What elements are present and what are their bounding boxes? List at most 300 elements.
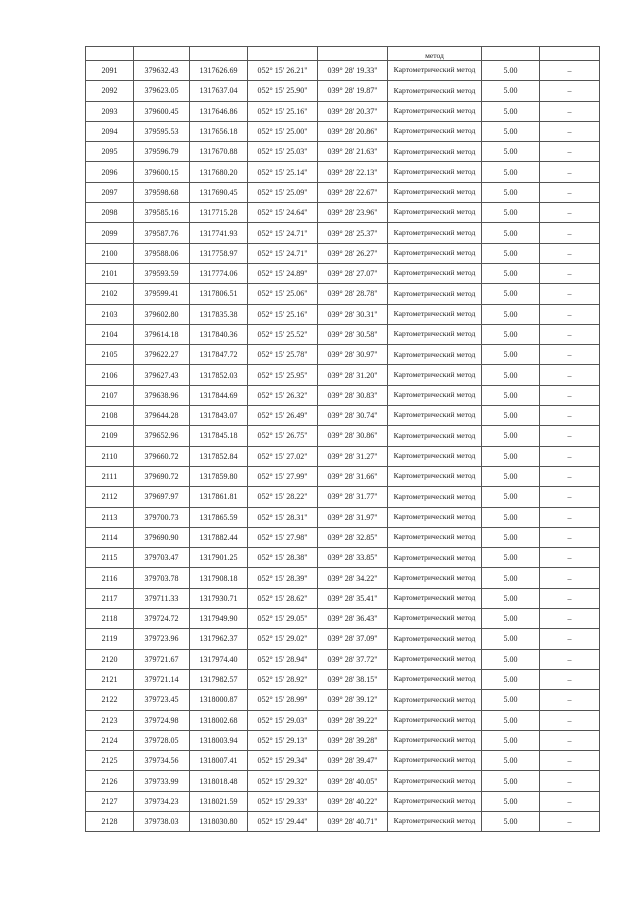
cell-method: Картометрический метод — [388, 162, 482, 182]
cell-empty — [248, 47, 318, 61]
cell-description: – — [540, 791, 600, 811]
cell-accuracy: 5.00 — [482, 406, 540, 426]
cell-x-coordinate: 379723.45 — [134, 690, 190, 710]
cell-y-coordinate: 1317844.69 — [190, 385, 248, 405]
cell-method: Картометрический метод — [388, 609, 482, 629]
cell-latitude: 052° 15' 29.05" — [248, 609, 318, 629]
cell-x-coordinate: 379598.68 — [134, 182, 190, 202]
cell-y-coordinate: 1318030.80 — [190, 811, 248, 831]
cell-longitude: 039° 28' 30.74" — [318, 406, 388, 426]
cell-longitude: 039° 28' 31.20" — [318, 365, 388, 385]
table-row — [86, 182, 600, 202]
table-row — [86, 710, 600, 730]
table-row — [86, 324, 600, 344]
cell-x-coordinate: 379587.76 — [134, 223, 190, 243]
cell-x-coordinate: 379724.72 — [134, 609, 190, 629]
cell-point-number: 2096 — [86, 162, 134, 182]
cell-longitude: 039° 28' 40.05" — [318, 771, 388, 791]
cell-x-coordinate: 379711.33 — [134, 588, 190, 608]
cell-point-number: 2117 — [86, 588, 134, 608]
cell-accuracy: 5.00 — [482, 466, 540, 486]
cell-description: – — [540, 324, 600, 344]
cell-description: – — [540, 466, 600, 486]
cell-method: Картометрический метод — [388, 568, 482, 588]
table-row — [86, 162, 600, 182]
cell-point-number: 2120 — [86, 649, 134, 669]
cell-longitude: 039° 28' 30.97" — [318, 345, 388, 365]
cell-longitude: 039° 28' 19.33" — [318, 61, 388, 81]
cell-x-coordinate: 379723.96 — [134, 629, 190, 649]
cell-longitude: 039° 28' 23.96" — [318, 203, 388, 223]
cell-x-coordinate: 379614.18 — [134, 324, 190, 344]
cell-method: Картометрический метод — [388, 263, 482, 283]
cell-point-number: 2125 — [86, 751, 134, 771]
cell-x-coordinate: 379632.43 — [134, 61, 190, 81]
cell-description: – — [540, 203, 600, 223]
cell-point-number: 2095 — [86, 142, 134, 162]
cell-point-number: 2098 — [86, 203, 134, 223]
cell-point-number: 2126 — [86, 771, 134, 791]
cell-point-number: 2119 — [86, 629, 134, 649]
cell-description: – — [540, 649, 600, 669]
cell-description: – — [540, 588, 600, 608]
cell-method: Картометрический метод — [388, 588, 482, 608]
cell-method: Картометрический метод — [388, 223, 482, 243]
cell-description: – — [540, 446, 600, 466]
cell-y-coordinate: 1318000.87 — [190, 690, 248, 710]
cell-x-coordinate: 379593.59 — [134, 263, 190, 283]
cell-x-coordinate: 379622.27 — [134, 345, 190, 365]
cell-latitude: 052° 15' 25.90" — [248, 81, 318, 101]
cell-y-coordinate: 1317852.84 — [190, 446, 248, 466]
cell-method: Картометрический метод — [388, 751, 482, 771]
cell-longitude: 039° 28' 34.22" — [318, 568, 388, 588]
cell-point-number: 2097 — [86, 182, 134, 202]
cell-description: – — [540, 304, 600, 324]
cell-latitude: 052° 15' 29.33" — [248, 791, 318, 811]
cell-latitude: 052° 15' 25.06" — [248, 284, 318, 304]
cell-y-coordinate: 1317974.40 — [190, 649, 248, 669]
cell-method: Картометрический метод — [388, 669, 482, 689]
cell-x-coordinate: 379627.43 — [134, 365, 190, 385]
cell-y-coordinate: 1317847.72 — [190, 345, 248, 365]
table-row — [86, 81, 600, 101]
cell-accuracy: 5.00 — [482, 263, 540, 283]
cell-longitude: 039° 28' 38.15" — [318, 669, 388, 689]
cell-accuracy: 5.00 — [482, 426, 540, 446]
cell-description: – — [540, 142, 600, 162]
cell-accuracy: 5.00 — [482, 365, 540, 385]
cell-latitude: 052° 15' 28.92" — [248, 669, 318, 689]
cell-description: – — [540, 548, 600, 568]
cell-latitude: 052° 15' 27.98" — [248, 527, 318, 547]
cell-accuracy: 5.00 — [482, 527, 540, 547]
cell-description: – — [540, 162, 600, 182]
table-row — [86, 284, 600, 304]
cell-longitude: 039° 28' 36.43" — [318, 609, 388, 629]
cell-latitude: 052° 15' 29.44" — [248, 811, 318, 831]
cell-latitude: 052° 15' 26.49" — [248, 406, 318, 426]
cell-longitude: 039° 28' 21.63" — [318, 142, 388, 162]
cell-point-number: 2112 — [86, 487, 134, 507]
cell-longitude: 039° 28' 40.22" — [318, 791, 388, 811]
cell-accuracy: 5.00 — [482, 568, 540, 588]
cell-point-number: 2109 — [86, 426, 134, 446]
cell-accuracy: 5.00 — [482, 487, 540, 507]
cell-x-coordinate: 379623.05 — [134, 81, 190, 101]
cell-accuracy: 5.00 — [482, 771, 540, 791]
cell-accuracy: 5.00 — [482, 162, 540, 182]
table-row — [86, 243, 600, 263]
cell-point-number: 2106 — [86, 365, 134, 385]
cell-x-coordinate: 379690.72 — [134, 466, 190, 486]
cell-accuracy: 5.00 — [482, 345, 540, 365]
cell-accuracy: 5.00 — [482, 730, 540, 750]
cell-x-coordinate: 379700.73 — [134, 507, 190, 527]
cell-latitude: 052° 15' 25.95" — [248, 365, 318, 385]
cell-latitude: 052° 15' 26.21" — [248, 61, 318, 81]
cell-latitude: 052° 15' 24.89" — [248, 263, 318, 283]
cell-description: – — [540, 263, 600, 283]
cell-accuracy: 5.00 — [482, 548, 540, 568]
cell-x-coordinate: 379703.47 — [134, 548, 190, 568]
table-row — [86, 406, 600, 426]
cell-accuracy: 5.00 — [482, 751, 540, 771]
table-row — [86, 203, 600, 223]
cell-longitude: 039° 28' 39.22" — [318, 710, 388, 730]
cell-method: Картометрический метод — [388, 771, 482, 791]
cell-accuracy: 5.00 — [482, 791, 540, 811]
table-row — [86, 345, 600, 365]
cell-accuracy: 5.00 — [482, 101, 540, 121]
table-row — [86, 690, 600, 710]
cell-method: Картометрический метод — [388, 243, 482, 263]
cell-longitude: 039° 28' 39.12" — [318, 690, 388, 710]
cell-method: Картометрический метод — [388, 345, 482, 365]
cell-x-coordinate: 379703.78 — [134, 568, 190, 588]
cell-y-coordinate: 1317949.90 — [190, 609, 248, 629]
table-row — [86, 771, 600, 791]
cell-x-coordinate: 379734.23 — [134, 791, 190, 811]
table-row — [86, 385, 600, 405]
cell-description: – — [540, 609, 600, 629]
cell-accuracy: 5.00 — [482, 203, 540, 223]
cell-y-coordinate: 1318003.94 — [190, 730, 248, 750]
cell-method: Картометрический метод — [388, 791, 482, 811]
cell-description: – — [540, 284, 600, 304]
cell-method: Картометрический метод — [388, 507, 482, 527]
table-row — [86, 730, 600, 750]
cell-description: – — [540, 771, 600, 791]
table-row — [86, 466, 600, 486]
cell-accuracy: 5.00 — [482, 507, 540, 527]
cell-longitude: 039° 28' 22.67" — [318, 182, 388, 202]
cell-description: – — [540, 487, 600, 507]
cell-x-coordinate: 379652.96 — [134, 426, 190, 446]
cell-description: – — [540, 751, 600, 771]
cell-accuracy: 5.00 — [482, 710, 540, 730]
cell-method: Картометрический метод — [388, 182, 482, 202]
cell-point-number: 2103 — [86, 304, 134, 324]
cell-description: – — [540, 730, 600, 750]
cell-latitude: 052° 15' 28.99" — [248, 690, 318, 710]
table-row — [86, 548, 600, 568]
cell-description: – — [540, 426, 600, 446]
cell-longitude: 039° 28' 27.07" — [318, 263, 388, 283]
cell-longitude: 039° 28' 35.41" — [318, 588, 388, 608]
cell-x-coordinate: 379721.67 — [134, 649, 190, 669]
cell-description: – — [540, 121, 600, 141]
table-row — [86, 304, 600, 324]
cell-point-number: 2100 — [86, 243, 134, 263]
table-row — [86, 649, 600, 669]
cell-x-coordinate: 379585.16 — [134, 203, 190, 223]
cell-latitude: 052° 15' 28.39" — [248, 568, 318, 588]
cell-y-coordinate: 1317843.07 — [190, 406, 248, 426]
cell-accuracy: 5.00 — [482, 243, 540, 263]
cell-y-coordinate: 1318018.48 — [190, 771, 248, 791]
cell-point-number: 2091 — [86, 61, 134, 81]
cell-x-coordinate: 379697.97 — [134, 487, 190, 507]
cell-method: Картометрический метод — [388, 710, 482, 730]
cell-latitude: 052° 15' 25.16" — [248, 304, 318, 324]
cell-accuracy: 5.00 — [482, 649, 540, 669]
cell-point-number: 2118 — [86, 609, 134, 629]
cell-y-coordinate: 1317901.25 — [190, 548, 248, 568]
table-row — [86, 791, 600, 811]
cell-x-coordinate: 379738.03 — [134, 811, 190, 831]
cell-x-coordinate: 379638.96 — [134, 385, 190, 405]
cell-description: – — [540, 669, 600, 689]
cell-empty — [86, 47, 134, 61]
cell-x-coordinate: 379595.53 — [134, 121, 190, 141]
cell-latitude: 052° 15' 25.52" — [248, 324, 318, 344]
cell-longitude: 039° 28' 22.13" — [318, 162, 388, 182]
cell-latitude: 052° 15' 29.32" — [248, 771, 318, 791]
cell-longitude: 039° 28' 39.47" — [318, 751, 388, 771]
cell-y-coordinate: 1317859.80 — [190, 466, 248, 486]
table-row — [86, 629, 600, 649]
cell-accuracy: 5.00 — [482, 588, 540, 608]
cell-method: Картометрический метод — [388, 324, 482, 344]
cell-empty — [482, 47, 540, 61]
cell-y-coordinate: 1317741.93 — [190, 223, 248, 243]
table-row — [86, 121, 600, 141]
cell-y-coordinate: 1317637.04 — [190, 81, 248, 101]
cell-method: Картометрический метод — [388, 487, 482, 507]
cell-x-coordinate: 379724.98 — [134, 710, 190, 730]
cell-point-number: 2094 — [86, 121, 134, 141]
cell-description: – — [540, 223, 600, 243]
table-row — [86, 588, 600, 608]
table-row — [86, 263, 600, 283]
table-row — [86, 223, 600, 243]
cell-point-number: 2111 — [86, 466, 134, 486]
cell-accuracy: 5.00 — [482, 629, 540, 649]
cell-longitude: 039° 28' 30.86" — [318, 426, 388, 446]
cell-method: Картометрический метод — [388, 466, 482, 486]
cell-description: – — [540, 61, 600, 81]
cell-y-coordinate: 1317806.51 — [190, 284, 248, 304]
cell-y-coordinate: 1317930.71 — [190, 588, 248, 608]
table-row — [86, 527, 600, 547]
cell-point-number: 2101 — [86, 263, 134, 283]
cell-longitude: 039° 28' 30.58" — [318, 324, 388, 344]
cell-x-coordinate: 379734.56 — [134, 751, 190, 771]
table-row — [86, 446, 600, 466]
cell-x-coordinate: 379660.72 — [134, 446, 190, 466]
cell-accuracy: 5.00 — [482, 446, 540, 466]
cell-empty — [134, 47, 190, 61]
cell-point-number: 2116 — [86, 568, 134, 588]
cell-latitude: 052° 15' 24.71" — [248, 243, 318, 263]
cell-latitude: 052° 15' 24.71" — [248, 223, 318, 243]
cell-point-number: 2104 — [86, 324, 134, 344]
cell-latitude: 052° 15' 29.02" — [248, 629, 318, 649]
cell-y-coordinate: 1317962.37 — [190, 629, 248, 649]
cell-longitude: 039° 28' 26.27" — [318, 243, 388, 263]
cell-point-number: 2092 — [86, 81, 134, 101]
cell-longitude: 039° 28' 25.37" — [318, 223, 388, 243]
cell-description: – — [540, 101, 600, 121]
cell-description: – — [540, 81, 600, 101]
cell-method: Картометрический метод — [388, 304, 482, 324]
cell-y-coordinate: 1318007.41 — [190, 751, 248, 771]
table-row — [86, 101, 600, 121]
cell-description: – — [540, 629, 600, 649]
cell-longitude: 039° 28' 30.31" — [318, 304, 388, 324]
cell-latitude: 052° 15' 25.78" — [248, 345, 318, 365]
cell-latitude: 052° 15' 24.64" — [248, 203, 318, 223]
cell-y-coordinate: 1318002.68 — [190, 710, 248, 730]
cell-description: – — [540, 507, 600, 527]
cell-x-coordinate: 379602.80 — [134, 304, 190, 324]
table-row — [86, 669, 600, 689]
cell-y-coordinate: 1317690.45 — [190, 182, 248, 202]
cell-point-number: 2113 — [86, 507, 134, 527]
cell-description: – — [540, 182, 600, 202]
cell-point-number: 2121 — [86, 669, 134, 689]
cell-longitude: 039° 28' 30.83" — [318, 385, 388, 405]
cell-description: – — [540, 385, 600, 405]
cell-point-number: 2128 — [86, 811, 134, 831]
cell-latitude: 052° 15' 25.14" — [248, 162, 318, 182]
cell-empty — [318, 47, 388, 61]
cell-y-coordinate: 1317646.86 — [190, 101, 248, 121]
cell-point-number: 2093 — [86, 101, 134, 121]
cell-accuracy: 5.00 — [482, 690, 540, 710]
cell-method: Картометрический метод — [388, 629, 482, 649]
cell-point-number: 2110 — [86, 446, 134, 466]
cell-latitude: 052° 15' 25.03" — [248, 142, 318, 162]
cell-x-coordinate: 379596.79 — [134, 142, 190, 162]
cell-y-coordinate: 1317861.81 — [190, 487, 248, 507]
cell-method: Картометрический метод — [388, 284, 482, 304]
cell-accuracy: 5.00 — [482, 669, 540, 689]
table-row — [86, 426, 600, 446]
cell-point-number: 2099 — [86, 223, 134, 243]
cell-latitude: 052° 15' 25.16" — [248, 101, 318, 121]
cell-y-coordinate: 1317840.36 — [190, 324, 248, 344]
cell-accuracy: 5.00 — [482, 61, 540, 81]
cell-y-coordinate: 1317774.06 — [190, 263, 248, 283]
cell-latitude: 052° 15' 29.13" — [248, 730, 318, 750]
cell-description: – — [540, 710, 600, 730]
cell-description: – — [540, 345, 600, 365]
cell-empty — [540, 47, 600, 61]
cell-description: – — [540, 243, 600, 263]
cell-y-coordinate: 1317852.03 — [190, 365, 248, 385]
cell-x-coordinate: 379600.45 — [134, 101, 190, 121]
table-row — [86, 609, 600, 629]
cell-method: Картометрический метод — [388, 406, 482, 426]
cell-latitude: 052° 15' 29.03" — [248, 710, 318, 730]
cell-method: Картометрический метод — [388, 548, 482, 568]
cell-latitude: 052° 15' 28.22" — [248, 487, 318, 507]
cell-latitude: 052° 15' 25.09" — [248, 182, 318, 202]
cell-latitude: 052° 15' 26.32" — [248, 385, 318, 405]
cell-point-number: 2124 — [86, 730, 134, 750]
coordinates-table — [85, 46, 600, 832]
cell-latitude: 052° 15' 27.02" — [248, 446, 318, 466]
cell-method: Картометрический метод — [388, 649, 482, 669]
cell-accuracy: 5.00 — [482, 284, 540, 304]
cell-point-number: 2114 — [86, 527, 134, 547]
cell-latitude: 052° 15' 27.99" — [248, 466, 318, 486]
cell-x-coordinate: 379588.06 — [134, 243, 190, 263]
cell-longitude: 039° 28' 37.09" — [318, 629, 388, 649]
cell-longitude: 039° 28' 32.85" — [318, 527, 388, 547]
table-row — [86, 142, 600, 162]
cell-accuracy: 5.00 — [482, 81, 540, 101]
cell-point-number: 2102 — [86, 284, 134, 304]
cell-method: Картометрический метод — [388, 365, 482, 385]
cell-longitude: 039° 28' 28.78" — [318, 284, 388, 304]
cell-x-coordinate: 379728.05 — [134, 730, 190, 750]
cell-point-number: 2105 — [86, 345, 134, 365]
cell-accuracy: 5.00 — [482, 811, 540, 831]
continuation-row — [86, 47, 600, 61]
cell-accuracy: 5.00 — [482, 223, 540, 243]
cell-longitude: 039° 28' 37.72" — [318, 649, 388, 669]
coordinates-table-page — [85, 46, 599, 832]
cell-method: Картометрический метод — [388, 690, 482, 710]
cell-longitude: 039° 28' 31.77" — [318, 487, 388, 507]
cell-y-coordinate: 1317882.44 — [190, 527, 248, 547]
cell-latitude: 052° 15' 28.62" — [248, 588, 318, 608]
cell-method: Картометрический метод — [388, 101, 482, 121]
cell-point-number: 2107 — [86, 385, 134, 405]
cell-y-coordinate: 1317908.18 — [190, 568, 248, 588]
table-row — [86, 507, 600, 527]
cell-x-coordinate: 379644.28 — [134, 406, 190, 426]
cell-method: Картометрический метод — [388, 81, 482, 101]
cell-x-coordinate: 379690.90 — [134, 527, 190, 547]
cell-method: Картометрический метод — [388, 446, 482, 466]
cell-method: Картометрический метод — [388, 811, 482, 831]
cell-longitude: 039° 28' 20.37" — [318, 101, 388, 121]
cell-y-coordinate: 1317656.18 — [190, 121, 248, 141]
cell-point-number: 2115 — [86, 548, 134, 568]
cell-latitude: 052° 15' 25.00" — [248, 121, 318, 141]
cell-longitude: 039° 28' 39.28" — [318, 730, 388, 750]
table-row — [86, 751, 600, 771]
cell-method: Картометрический метод — [388, 203, 482, 223]
cell-method: Картометрический метод — [388, 61, 482, 81]
cell-y-coordinate: 1317758.97 — [190, 243, 248, 263]
cell-accuracy: 5.00 — [482, 121, 540, 141]
cell-latitude: 052° 15' 28.38" — [248, 548, 318, 568]
